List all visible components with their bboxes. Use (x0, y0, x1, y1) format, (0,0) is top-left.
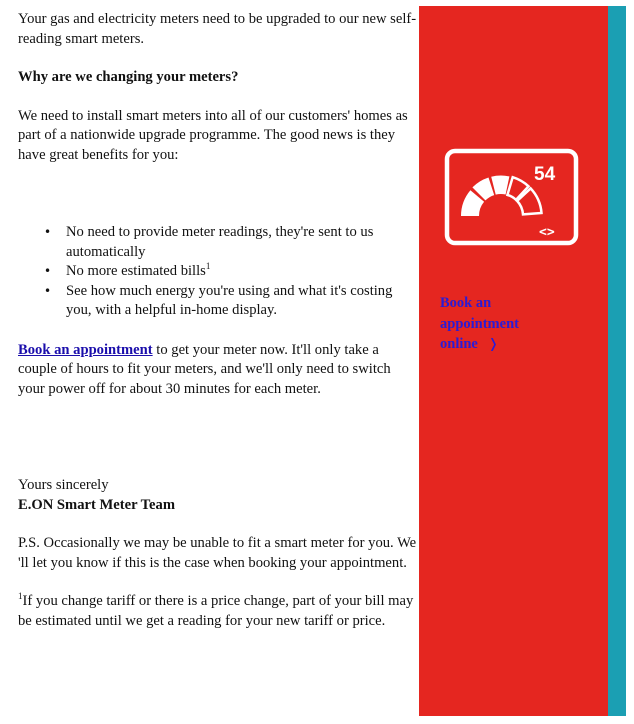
benefits-list (18, 223, 418, 321)
footnote (18, 592, 418, 631)
footnote-text: If you change tariff or there is a price change, part of your bill may be estimated until we get a reading for your new tariff or price. (18, 593, 414, 629)
intro-paragraph: Your gas and electricity meters need to be upgraded to our new self-reading smart meters. (18, 11, 417, 47)
book-paragraph (18, 341, 418, 400)
benefit-text: No more estimated bills (66, 263, 206, 279)
book-appointment-link[interactable]: Book an appointment (18, 341, 153, 358)
sidebar-panel (419, 6, 608, 716)
book-online-link[interactable] (440, 293, 580, 356)
reason-paragraph: We need to install smart meters into all of our customers' homes as part of a nationwide upgrade programme. The good news is they have great benefits for you: (18, 107, 408, 163)
list-item (18, 282, 418, 321)
postscript: P.S. Occasionally we may be unable to fit a smart meter for you. We 'll let you know if this is the case when booking your appointment. (18, 535, 417, 571)
meter-reading: 54 (534, 164, 556, 185)
benefit-text: No need to provide meter readings, they're sent to us automatically (66, 224, 374, 260)
bullet-icon: • (44, 264, 52, 278)
list-item (18, 262, 418, 282)
team-signature: E.ON Smart Meter Team (18, 496, 175, 513)
sidebar-stripe (608, 6, 626, 716)
letter-body (18, 10, 418, 631)
bullet-icon: • (44, 283, 52, 298)
book-online-word: online (440, 336, 478, 352)
book-online-line: Book an (440, 295, 492, 311)
smart-meter-icon (444, 148, 579, 246)
list-item (18, 223, 418, 262)
book-online-line: appointment (440, 315, 519, 332)
section-heading: Why are we changing your meters? (18, 69, 239, 85)
footnote-mark: 1 (18, 591, 23, 601)
gauge-icon (461, 176, 542, 216)
footnote-ref: 1 (205, 261, 211, 271)
signoff: Yours sincerely (18, 477, 109, 493)
benefit-text: See how much energy you're using and what it's costing you, with a helpful in-home display. (66, 282, 393, 318)
book-online-line-last (440, 334, 580, 356)
chevron-right-icon: ❭ (487, 337, 499, 352)
book-paragraph-text: to get your meter now. It'll only take a couple of hours to fit your meters, and we'll only need to switch your power off for about 30 minutes for each meter. (18, 341, 391, 397)
meter-nav-icon: <> (539, 225, 555, 240)
bullet-icon: • (44, 225, 52, 239)
